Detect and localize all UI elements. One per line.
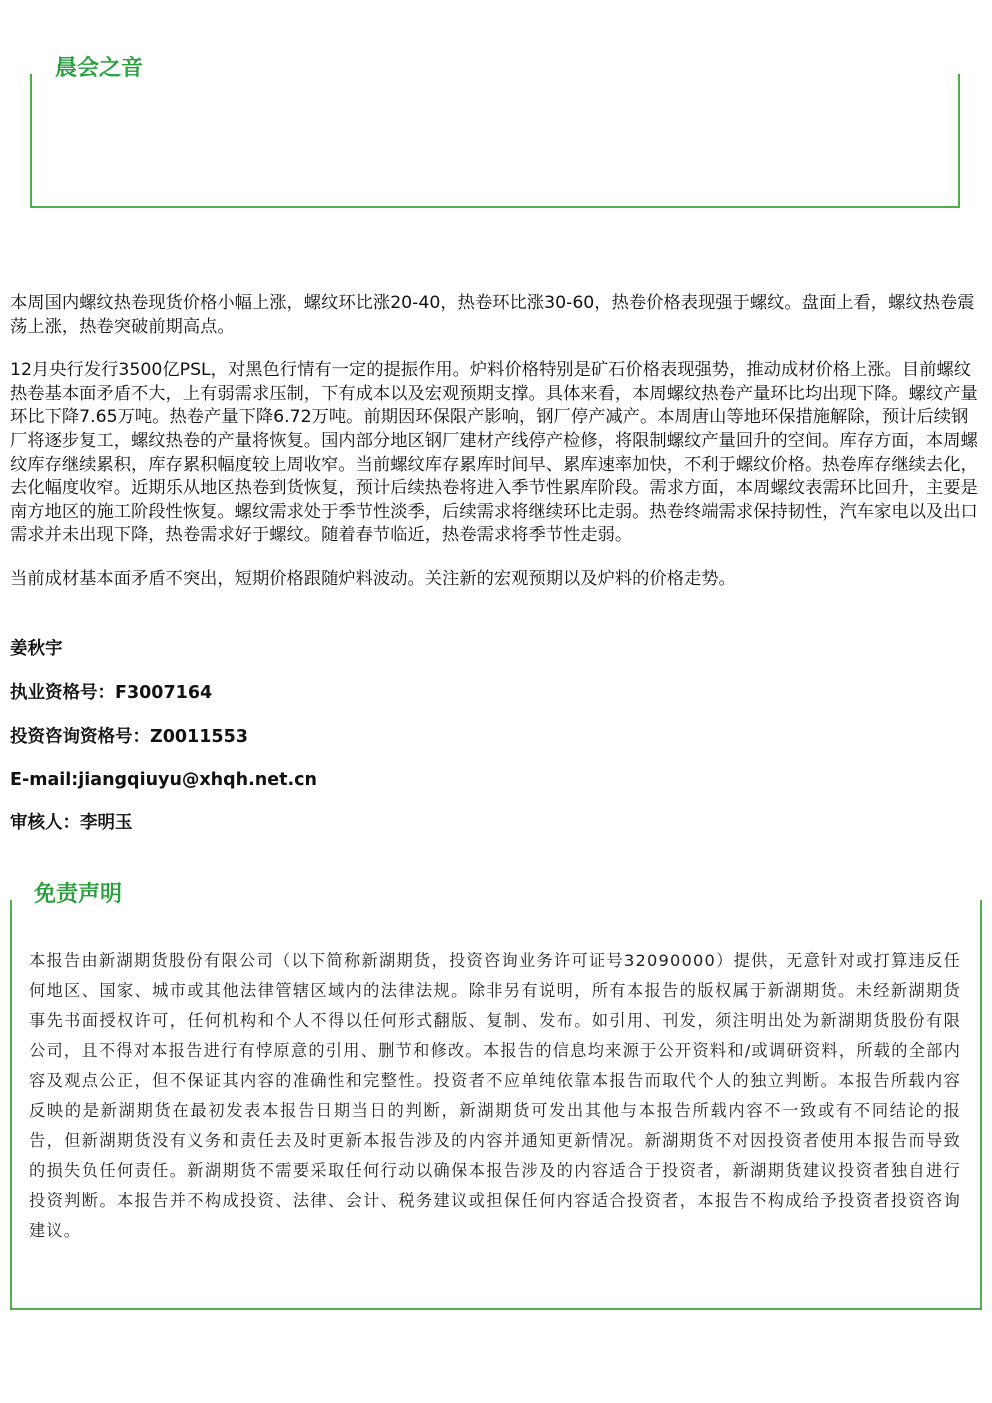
analyst-advisory-license: 投资咨询资格号：Z0011553: [10, 727, 248, 747]
analyst-email: E-mail:jiangqiuyu@xhqh.net.cn: [10, 770, 317, 790]
disclaimer-title: 免责声明: [32, 880, 124, 910]
report-body: [10, 292, 982, 612]
analyst-license: 执业资格号：F3007164: [10, 683, 213, 703]
morning-section-title: 晨会之音: [53, 54, 145, 84]
analyst-name: 姜秋宇: [10, 639, 63, 659]
disclaimer-text: 本报告由新湖期货股份有限公司（以下简称新湖期货，投资咨询业务许可证号32090000）提供，无意针对或打算违反任何地区、国家、城市或其他法律管辖区域内的法律法规。除非另有说明，所有本报告的版权属于新湖期货。未经新湖期货事先书面授权许可，任何机构和个人不得以任何形式翻版、复制、发布。如引用、刊发，须注明出处为新湖期货股份有限公司，且不得对本报告进行有悖原意的引用、删节和修改。本报告的信息均来源于公开资料和/或调研资料，所载的全部内容及观点公正，但不保证其内容的准确性和完整性。投资者不应单纯依靠本报告而取代个人的独立判断。本报告所载内容反映的是新湖期货在最初发表本报告日期当日的判断，新湖期货可发出其他与本报告所载内容不一致或有不同结论的报告，但新湖期货没有义务和责任去及时更新本报告涉及的内容并通知更新情况。新湖期货不对因投资者使用本报告而导致的损失负任何责任。新湖期货不需要采取任何行动以确保本报告涉及的内容适合于投资者，新湖期货建议投资者独自进行投资判断。本报告并不构成投资、法律、会计、税务建议或担保任何内容适合投资者，本报告不构成给予投资者投资咨询建议。: [29, 951, 961, 1240]
paragraph-3: 当前成材基本面矛盾不突出，短期价格跟随炉料波动。关注新的宏观预期以及炉料的价格走势。: [10, 568, 736, 589]
reviewer: 审核人：李明玉: [10, 813, 133, 833]
paragraph-2: 12月央行发行3500亿PSL，对黑色行情有一定的提振作用。炉料价格特别是矿石价格表现强势，推动成材价格上涨。目前螺纹热卷基本面矛盾不大，上有弱需求压制，下有成本以及宏观预期支撑。具体来看，本周螺纹热卷产量环比均出现下降。螺纹产量环比下降7.65万吨。热卷产量下降6.72万吨。前期因环保限产影响，钢厂停产减产。本周唐山等地环保措施解除，预计后续钢厂将逐步复工，螺纹热卷的产量将恢复。国内部分地区钢厂建材产线停产检修，将限制螺纹产量回升的空间。库存方面，本周螺纹库存继续累积，库存累积幅度较上周收窄。当前螺纹库存累库时间早、累库速率加快，不利于螺纹价格。热卷库存继续去化，去化幅度收窄。近期乐从地区热卷到货恢复，预计后续热卷将进入季节性累库阶段。需求方面，本周螺纹表需环比回升，主要是南方地区的施工阶段性恢复。螺纹需求处于季节性淡季，后续需求将继续环比走弱。热卷终端需求保持韧性，汽车家电以及出口需求并未出现下降，热卷需求好于螺纹。随着春节临近，热卷需求将季节性走弱。: [10, 360, 978, 546]
morning-section-box: [30, 74, 960, 208]
paragraph-1: 本周国内螺纹热卷现货价格小幅上涨，螺纹环比涨20-40，热卷环比涨30-60，热卷价格表现强于螺纹。盘面上看，螺纹热卷震荡上涨，热卷突破前期高点。: [10, 293, 975, 337]
